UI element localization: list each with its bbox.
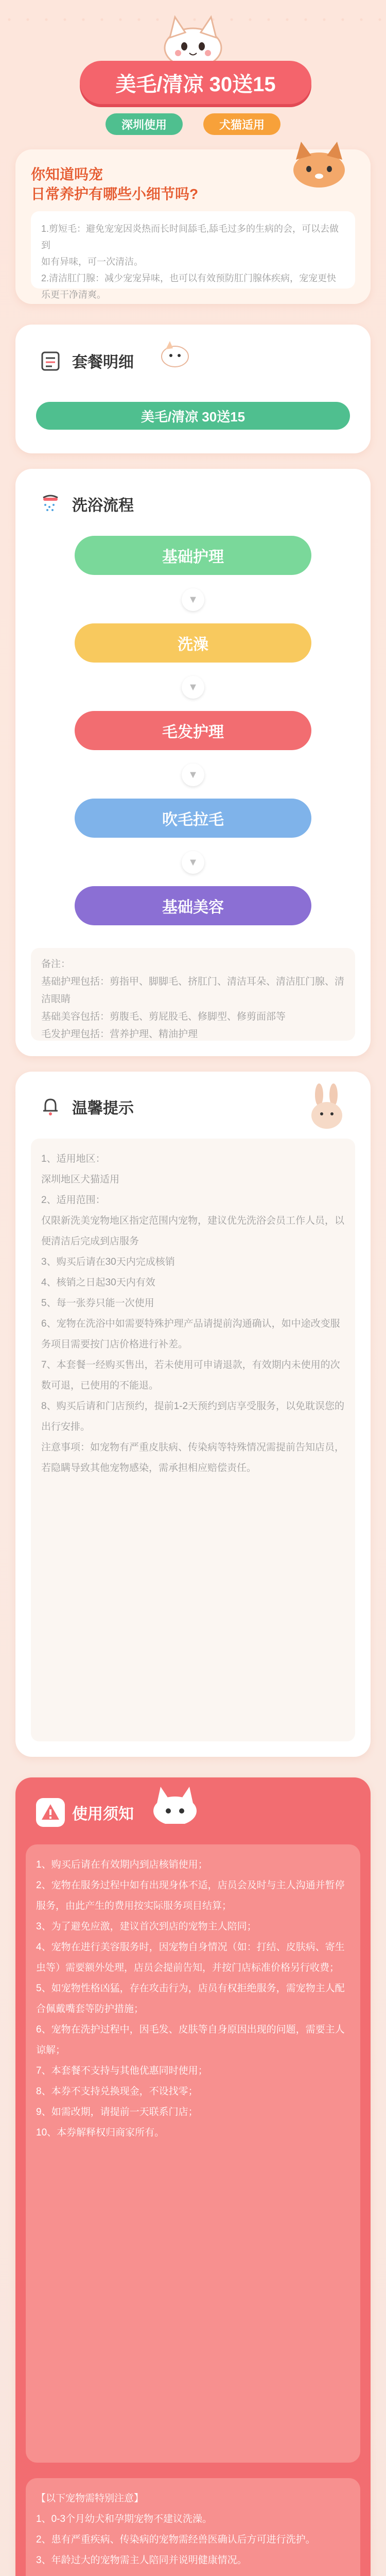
bath-card bbox=[15, 469, 371, 1056]
warm-section-title: 温馨提示 bbox=[72, 1100, 134, 1117]
usage-extra: 【以下宠物需特别注意】 1、0-3个月幼犬和孕期宠物不建议洗澡。 2、患有严重疾病、传染病的宠物需经兽医确认后方可进行洗护。 3、年龄过大的宠物需主人陪同并说明健康情况。 bbox=[36, 2493, 315, 2566]
usage-body: 1、购买后请在有效期内到店核销使用； 2、宠物在服务过程中如有出现身体不适，店员会及时与主人沟通并暂停服务，由此产生的费用按实际服务项目结算； 3、为了避免应激，建议首次到店的宠物主人陪同； 4、宠物在进行美容服务时，因宠物自身情况（如：打结、皮肤病、寄生虫等）需要额外处理，店员会提前告知，并按门店标准价格另行收费； 5、如宠物性格凶猛，存在攻击行为，店员有权拒绝服务，需宠物主人配合佩戴嘴套等防护措施； 6、宠物在洗护过程中，因毛发、皮肤等自身原因出现的问题，需要主人谅解； 7、本套餐不支持与其他优惠同时使用； 8、本券不支持兑换现金，不设找零； 9、如需改期，请提前一天联系门店； 10、本券解释权归商家所有。 bbox=[36, 1859, 345, 2138]
bath-step-2: 洗澡 bbox=[75, 623, 311, 663]
package-card bbox=[15, 325, 371, 453]
dog-mascot-icon bbox=[283, 139, 355, 191]
cat-peek-icon bbox=[144, 1783, 206, 1824]
package-label: 美毛/清凉 30送15 bbox=[36, 402, 350, 430]
tip-title-line1: 你知道吗宠 bbox=[31, 166, 103, 182]
tag-pets: 犬猫适用 bbox=[203, 113, 280, 135]
bath-step-4: 吹毛拉毛 bbox=[75, 799, 311, 838]
arrow-down-icon: ▼ bbox=[182, 588, 204, 611]
bath-section-title: 洗浴流程 bbox=[72, 497, 134, 514]
arrow-down-icon: ▼ bbox=[182, 764, 204, 786]
shower-icon bbox=[36, 489, 65, 518]
usage-card bbox=[15, 1777, 371, 2576]
arrow-down-icon: ▼ bbox=[182, 676, 204, 699]
warning-icon bbox=[36, 1798, 65, 1827]
package-title: 美毛/清凉 30送15 bbox=[80, 61, 311, 104]
bath-step-1: 基础护理 bbox=[75, 536, 311, 575]
list-icon bbox=[36, 346, 65, 375]
bell-icon bbox=[36, 1092, 65, 1121]
package-section-title: 套餐明细 bbox=[72, 354, 134, 371]
usage-section-title: 使用须知 bbox=[72, 1806, 134, 1823]
tip-body: 1.剪短毛：避免宠宠因炎热而长时间舔毛,舔毛过多的生病的会，可以去做到 如有异味，可一次清洁。 2.清洁肛门腺：减少宠宠异味，也可以有效预防肛门腺体疾病，宠宠更快乐更干净清爽。 bbox=[41, 224, 339, 300]
bath-step-5: 基础美容 bbox=[75, 886, 311, 925]
warm-body: 1、适用地区： 深圳地区犬猫适用 2、适用范围： 仅限新洗美宠物地区指定范围内宠物，建议优先洗浴会员工作人员，以便清洁后完成到店服务 3、购买后请在30天内完成核销 4、核销之日起30天内有效 5、每一张券只能一次使用 6、宠物在洗浴中如需要特殊护理产品请提前沟通确认，如中途改变服务项目需要按门店价格进行补差。 7、本套餐一经购买售出，若未使用可申请退款，有效期内未使用的次数可退，已使用的不能退。 8、购买后请和门店预约，提前1-2天预约到店享受服务，以免耽误您的出行安排。 注意事项：如宠物有严重皮肤病、传染病等特殊情况需提前告知店员，若隐瞒导致其他宠物感染，需承担相应赔偿责任。 bbox=[41, 1154, 345, 1473]
tip-card bbox=[15, 149, 371, 304]
rabbit-mascot-icon bbox=[304, 1082, 350, 1133]
cat-mascot-icon bbox=[154, 9, 232, 66]
tip-title-line2: 日常养护有哪些小细节吗? bbox=[31, 186, 199, 202]
warm-card bbox=[15, 1072, 371, 1757]
small-dog-icon bbox=[154, 338, 196, 369]
bath-step-3: 毛发护理 bbox=[75, 711, 311, 750]
bath-note: 备注： 基础护理包括：剪指甲、脚脚毛、挤肛门、清洁耳朵、清洁肛门腺、清洁眼睛 基础美容包括：剪腹毛、剪屁股毛、修脚型、修剪面部等 毛发护理包括：营养护理、精油护理 bbox=[41, 959, 345, 1040]
arrow-down-icon: ▼ bbox=[182, 851, 204, 874]
tag-shenzhen: 深圳使用 bbox=[106, 113, 183, 135]
